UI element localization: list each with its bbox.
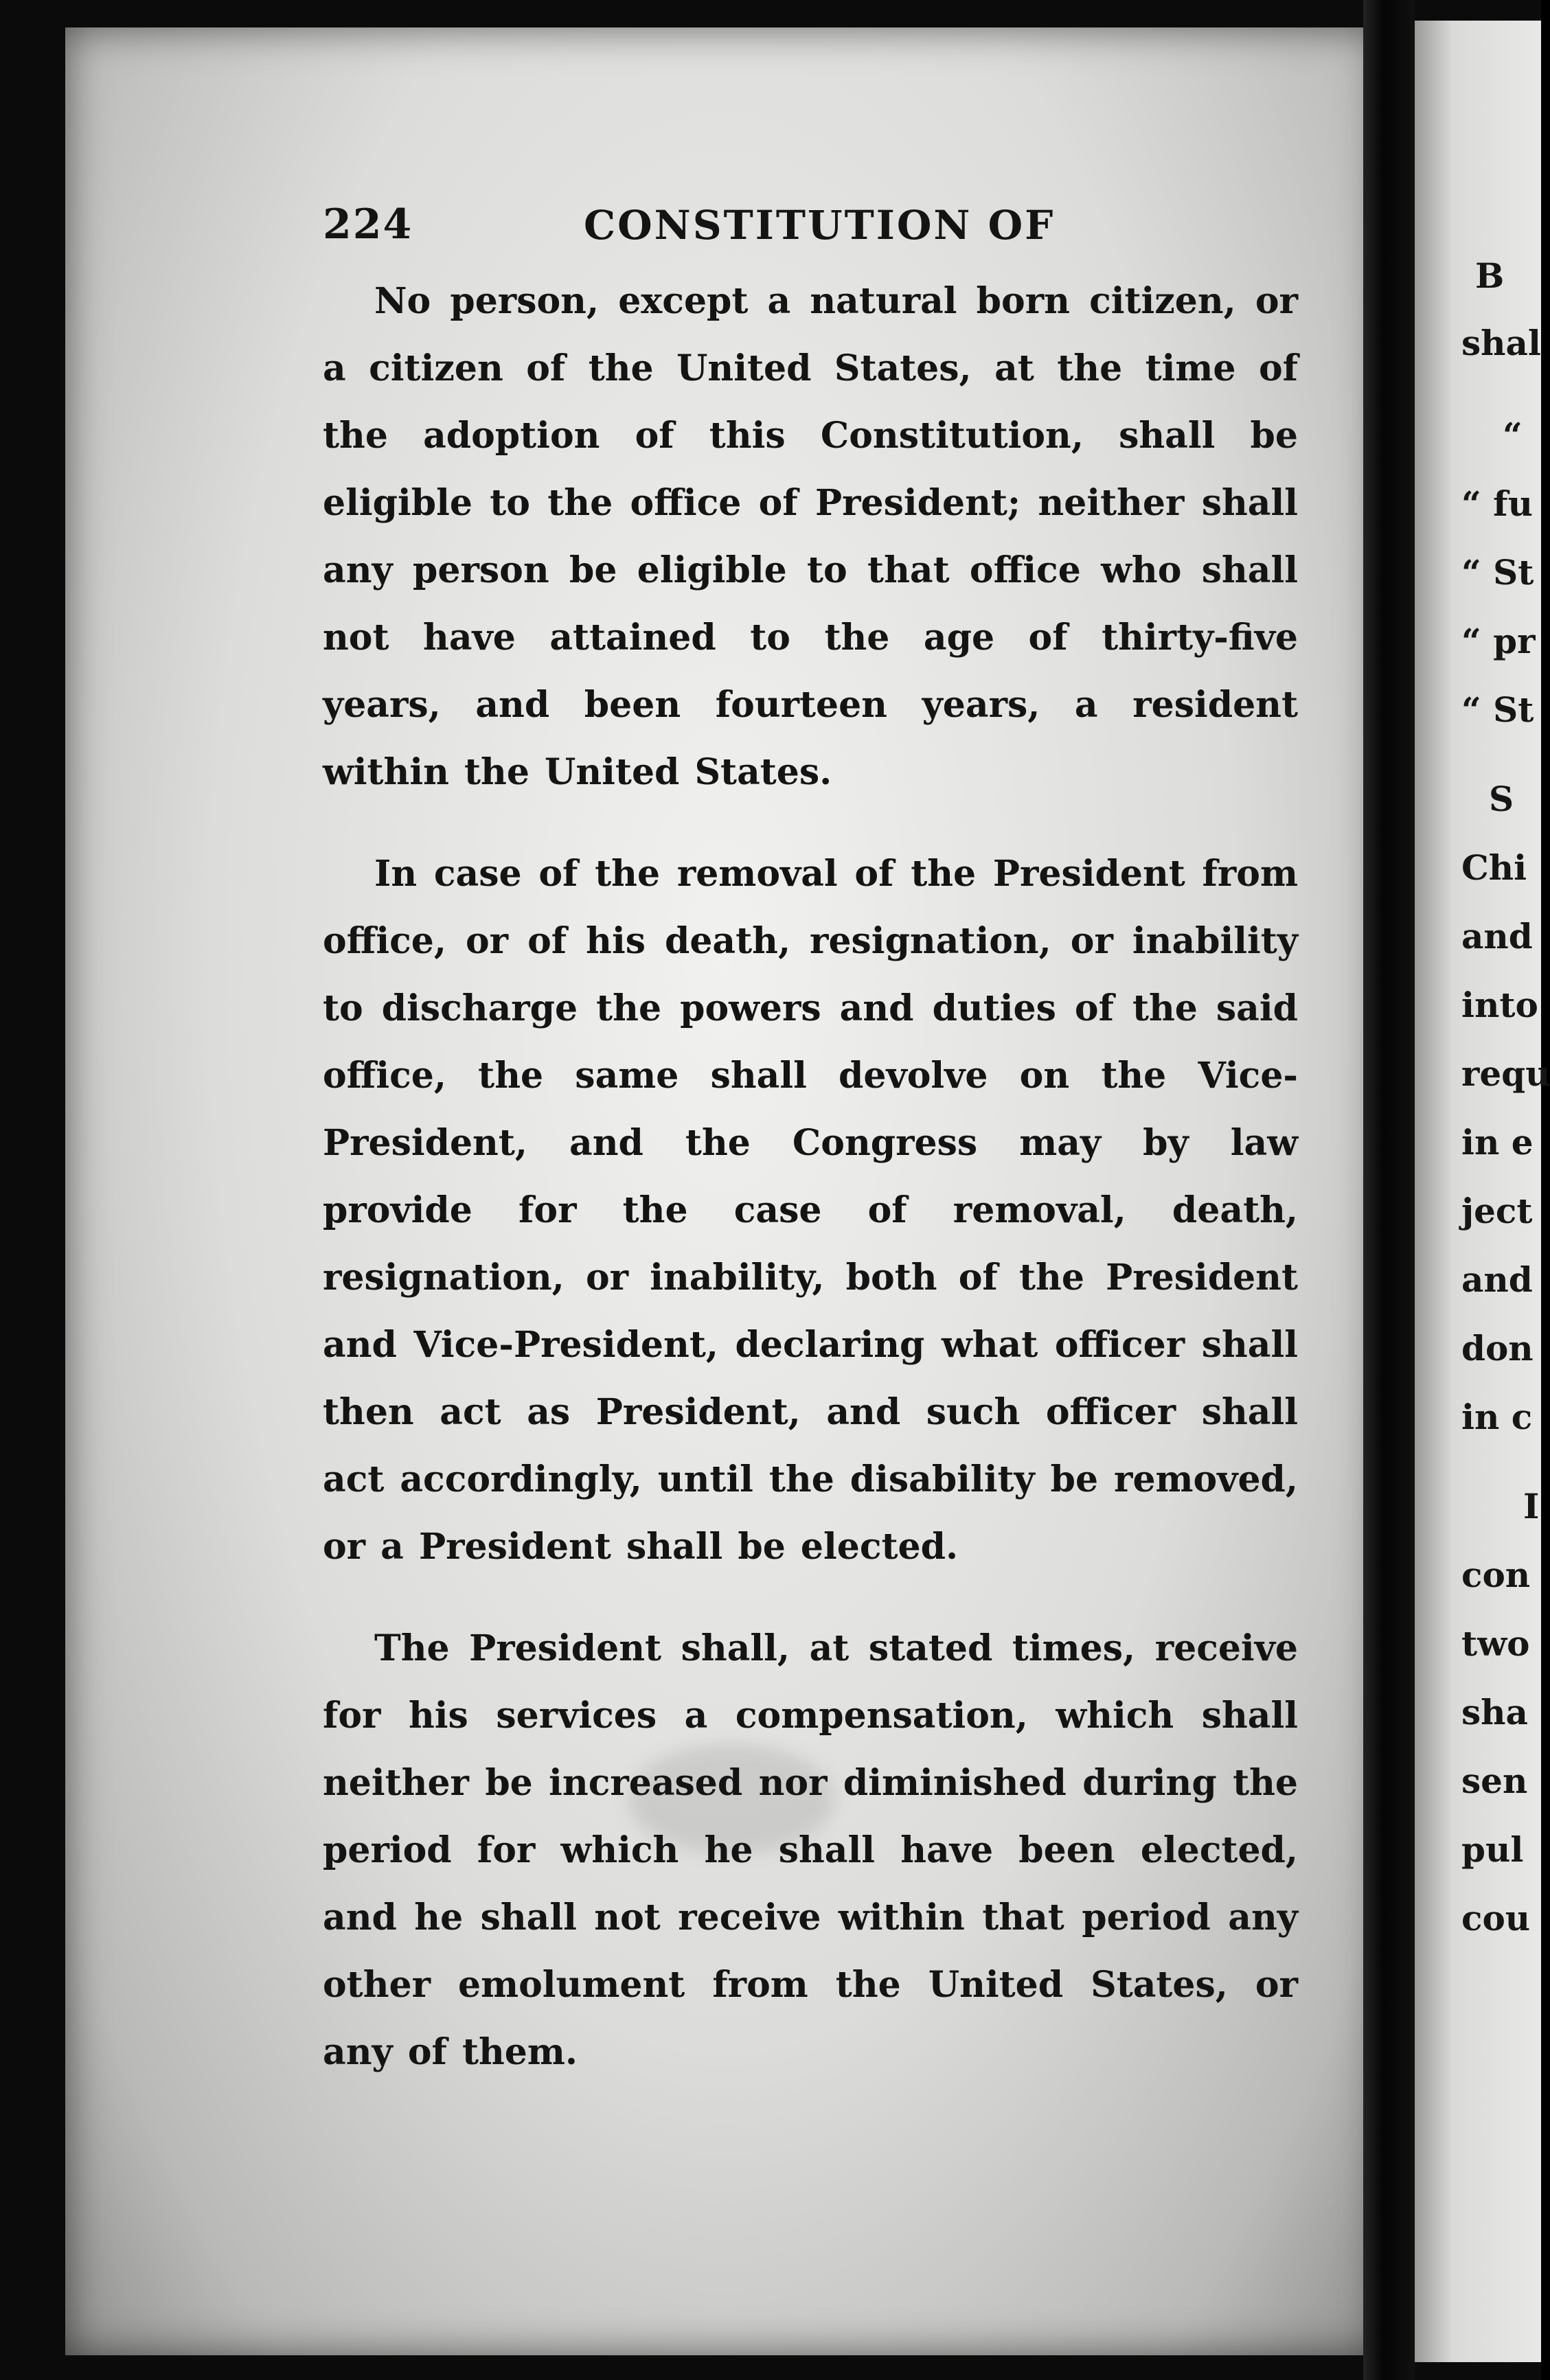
facing-line: ject (1461, 1191, 1533, 1231)
page-number: 224 (323, 201, 413, 249)
facing-line: don (1461, 1328, 1534, 1369)
facing-line: two (1461, 1623, 1530, 1664)
facing-line: requ (1461, 1053, 1550, 1094)
facing-line: in e (1461, 1122, 1534, 1163)
facing-line: pul (1461, 1829, 1524, 1870)
facing-line: Chi (1461, 847, 1527, 888)
facing-line: “ St (1461, 689, 1534, 730)
facing-line: “ St (1461, 552, 1534, 593)
paragraph-eligibility: No person, except a natural born citizen, or a citizen of the United States, at the time of the adoption of this Constitution, shall be eligible to the office of President; neither shall any person be eligible to that office who shall not have attained to the age of thirty-five years, and been fourteen years, a resident within the United States. (323, 280, 1298, 793)
facing-line: into (1461, 985, 1538, 1025)
facing-line: sha (1461, 1692, 1528, 1732)
facing-line: “ fu (1461, 483, 1534, 524)
facing-line: cou (1461, 1898, 1531, 1938)
facing-line: con (1461, 1555, 1531, 1595)
facing-line: and (1461, 1259, 1533, 1300)
page-title: CONSTITUTION OF (584, 202, 1056, 249)
facing-line: shal (1461, 323, 1541, 363)
facing-line: in c (1461, 1397, 1533, 1437)
paragraph-succession: In case of the removal of the President from office, or of his death, resignation, or inability to discharge the powers and duties of the said office, the same shall devolve on the Vice-President, and the Congress may by law provide for the case of removal, death, resignation, or inability, both of the President and Vice-President, declaring what officer shall then act as President, and such officer shall act accordingly, until the disability be removed, or a President shall be elected. (323, 853, 1298, 1568)
facing-line: “ pr (1461, 621, 1536, 661)
facing-line: “ (1503, 415, 1523, 455)
page-text (323, 192, 1298, 2120)
paragraph-compensation: The President shall, at stated times, receive for his services a compensation, which shall neither be increased nor diminished during the period for which he shall have been elected, and he shall not receive within that period any other emolument from the United States, or any of them. (323, 1627, 1298, 2073)
facing-line: sen (1461, 1761, 1528, 1801)
facing-line: S (1489, 779, 1514, 819)
facing-line: I (1523, 1486, 1540, 1526)
book-gutter (1363, 0, 1415, 2380)
running-head (323, 192, 1298, 268)
facing-line: and (1461, 916, 1533, 957)
facing-line: B (1475, 255, 1505, 296)
